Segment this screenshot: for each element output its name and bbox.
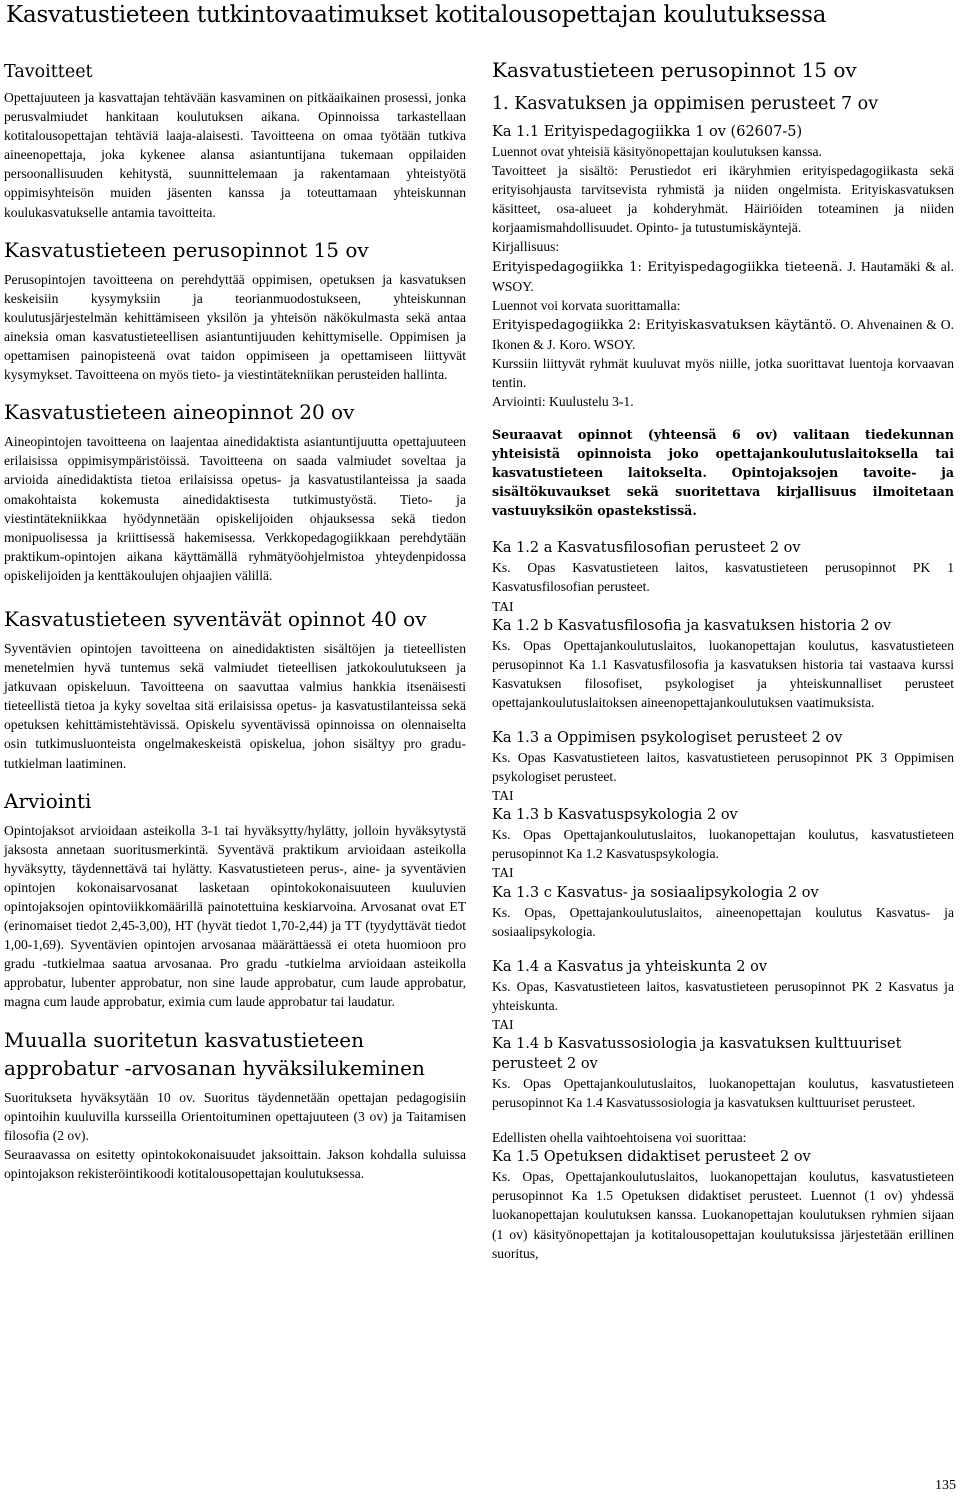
ka12a-text: Ks. Opas Kasvatustieteen laitos, kasvatustieteen perusopinnot PK 1 Kasvatusfilosofian perusteet. [492,560,954,595]
ka11-book2-title: Erityispedagogiikka 2: Erityiskasvatuksen käytäntö. [492,317,837,333]
tai-3: TAI [492,865,514,881]
tai-2: TAI [492,788,514,804]
ka11-title: Ka 1.1 Erityispedagogiikka 1 ov (62607-5) [492,124,803,140]
page-number: 135 [935,1478,956,1493]
muualla-text-1: Suoritukseta hyväksytään 10 ov. Suoritus täydennetään opettajan pedagogisiin opintoihin kuuluvilla kursseilla Orientoituminen opettajuuteen (3 ov) ja Taitamisen filosofia (2 ov). [4,1089,466,1143]
ka12a-title: Ka 1.2 a Kasvatusfilosofian perusteet 2 ov [492,540,801,557]
heading-arviointi: Arviointi [4,788,92,813]
ka11-p7: Kurssiin liittyvät ryhmät kuuluvat myös niille, jotka suorittavat luentoja korvaavan tentin. [492,356,954,391]
ka11-p3: Kirjallisuus: [492,239,560,255]
heading-muualla-line2: approbatur -arvosanan hyväksilukeminen [4,1055,425,1080]
tavoitteet-text: Opettajuuteen ja kasvattajan tehtävään kasvaminen on pitkäaikainen prosessi, jonka perusvalmiudet hankitaan koulutuksen aikana. Opinnoissa tarkastellaan kotitalousopettajan tehtäviä laaja-alaisesti. Tavoitteena on omaa työtään tutkiva aineenopettaja, joka kykenee alansa asiantuntijana tukemaan oppilaiden persoonallisuuden kehitystä, suunnittelemaan ja rakentamaan yhteistyötä oppimisyhteisön muiden jäsenten kanssa ja toteuttamaan yhteiskunnan koulukasvatukselle antamia tavoitteita. [4,90,466,220]
ka13c-text: Ks. Opas, Opettajankoulutuslaitos, aineenopettajan koulutus Kasvatus- ja sosiaalipsykologia. [492,904,954,939]
edellisten-text: Edellisten ohella vaihtoehtoisena voi suorittaa: [492,1130,747,1146]
left-column [4,60,466,1183]
ka11-book1-title: Erityispedagogiikka 1: Erityispedagogiikka tieteenä. [492,259,843,275]
heading-syventavat: Kasvatustieteen syventävät opinnot 40 ov [4,606,427,631]
perusopinnot-text: Perusopintojen tavoitteena on perehdyttää oppimisen, opetuksen ja kasvatuksen keskeisiin kysymyksiin ja teorianmuodostukseen, yhteiskunnan koulutusjärjestelmän kehittämiseen yksilön ja yhteisön näkökulmasta sekä antaa aineksia oman kasvatustieteellisen asiantuntijuuden kehittymiselle. Oppimisen ja opettamisen painopisteenä ovat taidon oppimiseen ja opettamiseen liittyvät kysymykset. Tavoitteena on myös tieto- ja viestintätekniikan perusteiden hallinta. [4,271,466,383]
heading-aineopinnot: Kasvatustieteen aineopinnot 20 ov [4,400,355,425]
page-title: Kasvatustieteen tutkintovaatimukset kotitalousopettajan koulutuksessa [6,2,827,28]
ka11-p4 [492,257,954,296]
ka11-p6 [492,315,954,354]
ka11-p8: Arviointi: Kuulustelu 3-1. [492,394,634,410]
ka14a-text: Ks. Opas, Kasvatustieteen laitos, kasvatustieteen perusopinnot PK 2 Kasvatus ja yhteiskunta. [492,978,954,1013]
ka14a-title: Ka 1.4 a Kasvatus ja yhteiskunta 2 ov [492,958,768,975]
syventavat-text: Syventävien opintojen tavoitteena on ainedidaktisten sisältöjen ja tieteellisten menetelmien hyvä tuntemus sekä valmiudet tieteellisen jatkokoulutukseen ja jatkuvaan opiskeluun. Tavoitteena on saavuttaa valmius hankkia itsenäisesti tieteellistä tietoa ja kyky soveltaa sitä erilaisissa opetus- ja kasvatustilanteissa sekä opetuksen kehittämistehtävissä. Opiskelu syventävissä opinnoissa on olennaiselta osin tutkimusluonteista ongelmakeskeistä opiskelua, johon sisältyy pro gradu-tutkielman laatiminen. [4,640,466,771]
ka13a-text: Ks. Opas Kasvatustieteen laitos, kasvatustieteen perusopinnot PK 3 Oppimisen psykologiset perusteet. [492,749,954,785]
ka14b-title: Ka 1.4 b Kasvatussosiologia ja kasvatuksen kulttuuriset perusteet 2 ov [492,1036,902,1072]
heading-tavoitteet: Tavoitteet [4,62,93,82]
heading-perusopinnot: Kasvatustieteen perusopinnot 15 ov [4,237,369,262]
muualla-text-2: Seuraavassa on esitetty opintokokonaisuudet jaksoittain. Jakson kohdalla suluissa opintojakson rekisteröintikoodi kotitalousopettajan koulutuksessa. [4,1146,466,1181]
aineopinnot-text: Aineopintojen tavoitteena on laajentaa ainedidaktista asiantuntijuutta opettajuuteen erilaisissa oppimisympäristöissä. Tavoitteena on saada valmiudet soveltaa ja arvioida ainedidaktista tietoa erilaisissa opetus- ja kasvatustilanteissa ja saada omakohtaista kokemusta ainedidaktisesta tutkimustyöstä. Tieto- ja viestintätekniikkaa hyödynnetään opiskelijoiden ohjauksessa sekä tiedon monipuolisessa ja kriittisessä hakemisessa. Verkkopedagogiikkaan perehdytään praktikum-opintojen aikana käyttämällä ryhmätyöohjelmistoa yhteydenpidossa opiskelijoiden ja kenttäkoulujen ohjaajien välillä. [4,434,466,583]
ka13c-title: Ka 1.3 c Kasvatus- ja sosiaalipsykologia 2 ov [492,884,819,901]
notice-text: Seuraavat opinnot (yhteensä 6 ov) valitaan tiedekunnan yhteisistä opinnoista joko opettajankoulutuslaitoksella tai kasvatustieteen laitokselta. Opintojaksojen tavoite- ja sisältökuvaukset sekä suoritettava kirjallisuus ilmoitetaan vastuuyksikön opastekstissä. [492,427,954,519]
right-column [492,56,954,1263]
right-subheading: 1. Kasvatuksen ja oppimisen perusteet 7 ov [492,94,879,114]
ka13a-title: Ka 1.3 a Oppimisen psykologiset perusteet 2 ov [492,729,843,746]
ka15-title: Ka 1.5 Opetuksen didaktiset perusteet 2 ov [492,1149,811,1166]
arviointi-text: Opintojaksot arvioidaan asteikolla 3-1 tai hyväksytty/hylätty, jolloin hyväksytystä jaksosta annetaan suoritusmerkintä. Syventävä praktikum arvioidaan asteikolla hyväksytty, täydennettävä tai hylätty. Kasvatustieteen perus-, aine- ja syventävien opintojen kokonaisarvosanat lasketaan opintokokonaisuuteen kuuluvien opintojaksojen opintoviikkomäärillä painotettuina keskiarvoina. Arvosanat ovat ET (erinomaiset tiedot 2,45-3,00), HT (hyvät tiedot 1,70-2,44) ja TT (tyydyttävät tiedot 1,00-1,69). Syventävien opintojen arvosanaa määrättäessä ei oteta huomioon pro gradu -tutkielmaa saatua arvosanaa. Pro gradu -tutkielma arvioidaan asteikolla approbatur, lubenter approbatur, non sine laude approbatur, cum laude approbatur, magna cum laude approbatur, eximia cum laude approbatur tai laudatur. [4,822,466,1010]
ka11-p2: Tavoitteet ja sisältö: Perustiedot eri ikäryhmien erityispedagogiikasta sekä erityisohjausta tarvitsevista ryhmistä ja niiden ongelmista. Erityiskasvatuksen käsitteet, osa-alueet ja kohderyhmät. Häiriöiden toteaminen ja niiden korjaamismahdollisuudet. Opinto- ja tutustumiskäyntejä. [492,163,954,236]
ka12b-text: Ks. Opas Opettajankoulutuslaitos, luokanopettajan koulutus, kasvatustieteen perusopinnot Ka 1.1 Kasvatusfilosofia ja kasvatuksen historia tai vastaava kurssi Kasvatuksen filosofiset, psykologiset ja yhteiskunnalliset perusteet opettajankoulutuslaitoksen aineenopettajankoulutuksen vaatimuksista. [492,637,954,710]
ka12b-title: Ka 1.2 b Kasvatusfilosofia ja kasvatuksen historia 2 ov [492,617,892,634]
ka13b-title: Ka 1.3 b Kasvatuspsykologia 2 ov [492,807,738,824]
ka11-p1: Luennot ovat yhteisiä käsityönopettajan koulutuksen kanssa. [492,144,822,159]
ka15-text: Ks. Opas, Opettajankoulutuslaitos, luokanopettajan koulutus, kasvatustieteen perusopinnot Ka 1.5 Opetuksen didaktiset perusteet. Luennot (1 ov) yhdessä luokanopettajan koulutuksen kanssa. Luokanopettajan koulutuksen ryhmien sijaan (1 ov) käsityönopettajan ja kotitalousopettajan koulutuksissa järjestetään erillinen suoritus, [492,1169,954,1261]
tai-1: TAI [492,598,514,614]
ka11-p5: Luennot voi korvata suorittamalla: [492,297,681,313]
ka13b-text: Ks. Opas Opettajankoulutuslaitos, luokanopettajan koulutus, kasvatustieteen perusopinnot Ka 1.2 Kasvatuspsykologia. [492,827,954,862]
ka14b-text: Ks. Opas Opettajankoulutuslaitos, luokanopettajan koulutus, kasvatustieteen perusopinnot Ka 1.4 Kasvatussosiologia ja kasvatuksen kulttuuriset perusteet. [492,1076,954,1111]
ka11-book2-rest: O. Ahvenainen & O. Ikonen & J. Koro. WSOY. [492,316,954,352]
right-heading: Kasvatustieteen perusopinnot 15 ov [492,58,857,82]
heading-muualla-line1: Muualla suoritetun kasvatustieteen [4,1027,364,1052]
ka11-book1-rest: J. Hautamäki & al. WSOY. [492,258,954,294]
tai-4: TAI [492,1016,514,1032]
